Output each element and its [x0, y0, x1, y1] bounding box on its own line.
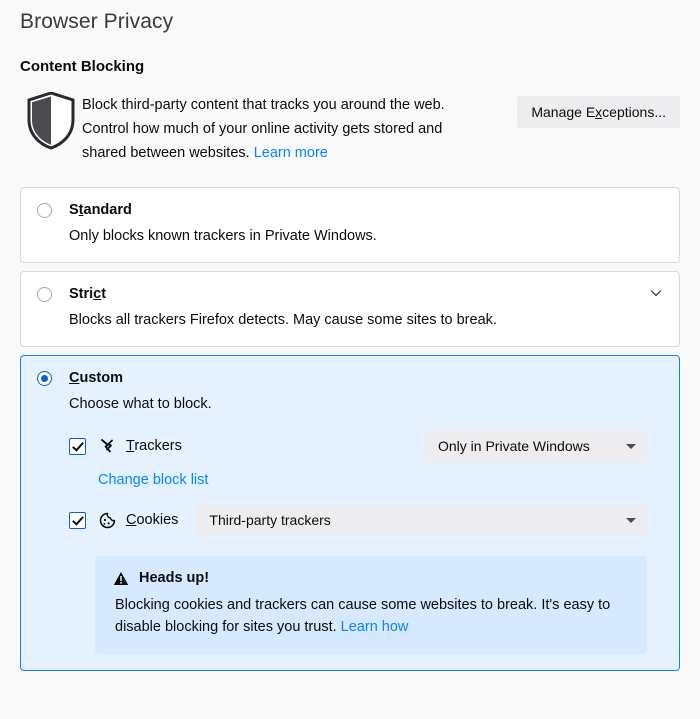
cookies-row: [69, 504, 663, 536]
change-block-list-link[interactable]: Change block list: [98, 472, 209, 488]
trackers-icon: [98, 438, 116, 455]
cookies-icon: [98, 512, 116, 529]
trackers-select-value: Only in Private Windows: [438, 438, 590, 454]
option-strict-label: [69, 286, 106, 302]
option-custom-head: [37, 370, 663, 386]
change-block-list-row: [98, 472, 663, 488]
manage-exceptions-accesskey: x: [595, 104, 603, 120]
option-strict[interactable]: [20, 271, 680, 347]
learn-how-link[interactable]: Learn how: [340, 619, 409, 635]
trackers-checkbox[interactable]: [69, 438, 86, 455]
warning-icon: [113, 571, 129, 586]
option-strict-head: [37, 286, 663, 302]
custom-options-body: [69, 430, 663, 654]
option-custom-description: Choose what to block.: [69, 396, 212, 412]
option-standard-accesskey: t: [78, 202, 84, 218]
cookies-accesskey: C: [126, 512, 137, 528]
manage-exceptions-button[interactable]: [517, 96, 680, 128]
radio-strict[interactable]: [37, 287, 52, 302]
manage-exceptions-label-after: ceptions...: [602, 104, 666, 120]
option-standard-label: [69, 202, 132, 218]
option-strict-label-after: t: [101, 286, 107, 302]
option-standard-label-after: andard: [83, 202, 132, 218]
cookies-select[interactable]: [196, 504, 647, 536]
heads-up-line-2: disable blocking for sites you trust.: [115, 619, 337, 635]
page-title: Browser Privacy: [20, 10, 174, 33]
option-custom-label-after: ustom: [79, 370, 123, 386]
heads-up-line-1: Blocking cookies and trackers can cause some websites to break. It's easy to: [115, 597, 611, 613]
trackers-label: [126, 438, 182, 454]
cookies-checkbox[interactable]: [69, 512, 86, 529]
trackers-label-after: rackers: [134, 438, 182, 454]
cookies-label: [126, 512, 178, 528]
chevron-down-icon[interactable]: [649, 286, 663, 300]
intro-line-3: shared between websites.: [82, 145, 250, 161]
option-strict-label-before: Stri: [69, 286, 94, 302]
manage-exceptions-label-before: Manage E: [531, 104, 596, 120]
heads-up-warning: [95, 556, 647, 654]
content-blocking-description: [82, 91, 482, 165]
section-title-content-blocking: Content Blocking: [20, 58, 145, 75]
chevron-down-icon: [626, 518, 636, 523]
cookies-select-value: Third-party trackers: [209, 512, 331, 528]
chevron-down-icon: [626, 444, 636, 449]
trackers-select[interactable]: [425, 430, 647, 462]
option-standard-description: Only blocks known trackers in Private Windows.: [69, 228, 377, 244]
radio-standard[interactable]: [37, 203, 52, 218]
option-strict-accesskey: c: [93, 286, 102, 302]
option-custom-accesskey: C: [69, 370, 80, 386]
shield-icon: [20, 91, 82, 150]
intro-line-2: Control how much of your online activity gets stored and: [82, 121, 443, 137]
heads-up-text: [115, 594, 629, 638]
blocking-options-group: [20, 187, 680, 671]
option-standard[interactable]: [20, 187, 680, 263]
option-custom[interactable]: [20, 355, 680, 671]
cookies-label-after: ookies: [136, 512, 179, 528]
trackers-accesskey: T: [126, 438, 135, 454]
heads-up-header: [113, 570, 629, 586]
heads-up-title: Heads up!: [139, 570, 210, 586]
intro-line-1: Block third-party content that tracks you around the web.: [82, 97, 445, 113]
option-custom-label: [69, 370, 123, 386]
radio-custom[interactable]: [37, 371, 52, 386]
option-strict-description: Blocks all trackers Firefox detects. May cause some sites to break.: [69, 312, 497, 328]
option-standard-label-before: S: [69, 202, 79, 218]
trackers-row: [69, 430, 663, 462]
learn-more-link[interactable]: Learn more: [253, 145, 328, 161]
option-standard-head: [37, 202, 663, 218]
